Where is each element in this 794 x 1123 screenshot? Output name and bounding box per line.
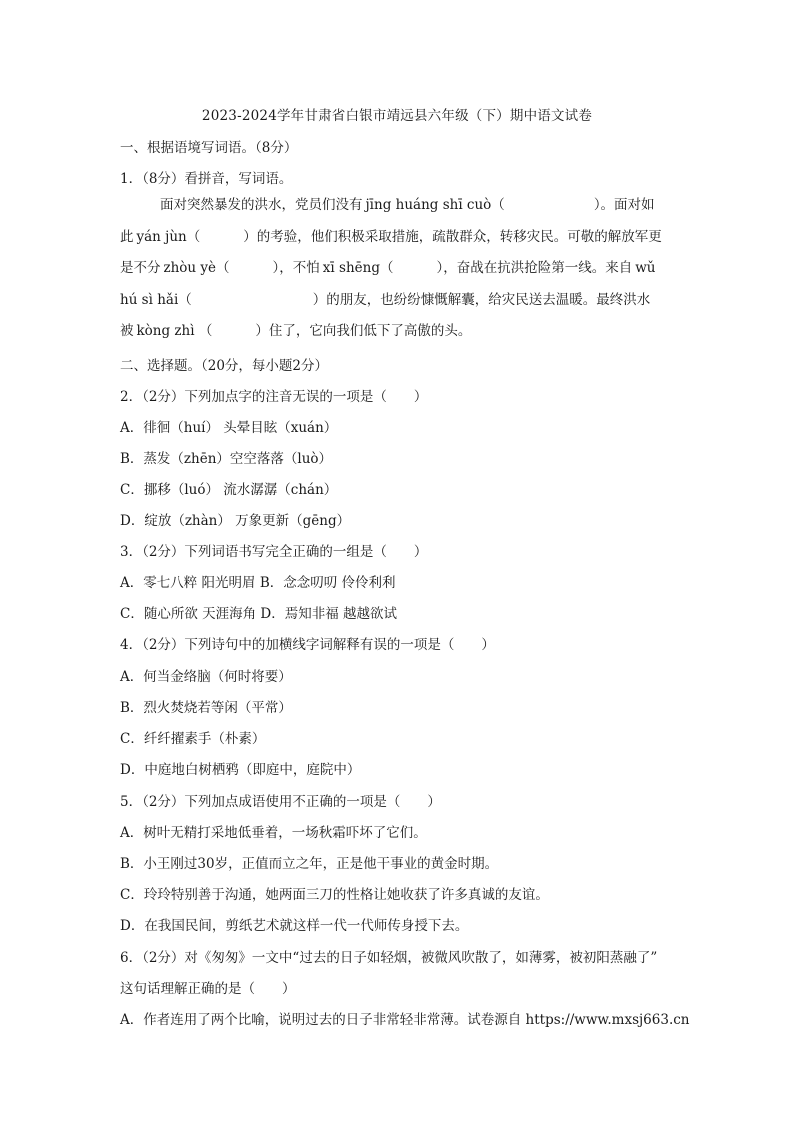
question-2-option-c: C．挪移（luó） 流水潺潺（chán） (120, 482, 338, 498)
question-4-option-d: D．中庭地白树栖鸦（即庭中，庭院中） (120, 762, 361, 778)
question-5-option-b: B．小王刚过30岁，正值而立之年，正是他干事业的黄金时期。 (120, 856, 499, 872)
question-5-option-a: A．树叶无精打采地低垂着，一场秋霜吓坏了它们。 (120, 825, 427, 841)
question-3-options-ab: A．零七八粹 阳光明眉 B．念念叨叨 伶伶利利 (120, 575, 396, 591)
exam-title: 2023-2024学年甘肃省白银市靖远县六年级（下）期中语文试卷 (201, 108, 593, 124)
question-3-options-cd: C．随心所欲 天涯海角 D．焉知非福 越越欲试 (120, 606, 398, 622)
question-1-passage: 面对突然暴发的洪水，党员们没有 jīng huáng shī cuò（ ）。面对如 此 yán jùn（ ）的考验，他们积极采取措施，疏散群众，转移灾民。可敬的解放军更 是不分 zhòu yè（ ），不怕 xī shēng（ ），奋战在抗洪抢险第一线。来自 wǔ hú sì hǎi（ ）的朋友，也纷纷慷慨解囊，给灾民送去温暖。最终洪水 被 kòng zhì （ ）住了，它向我们低下了高傲的头。 (120, 197, 662, 339)
pinyin-3: zhòu yè（ (163, 260, 230, 276)
question-2-option-d: D．绽放（zhàn） 万象更新（gēng） (120, 513, 351, 529)
question-3-stem: 3．（2分）下列词语书写完全正确的一组是（ ） (120, 544, 428, 560)
pinyin-7: kòng zhì （ (136, 323, 213, 339)
question-2-option-a: A．徘徊（huí） 头晕目眩（xuán） (120, 420, 338, 436)
question-5-option-c: C．玲玲特别善于沟通，她两面三刀的性格让她收获了许多真诚的友谊。 (120, 887, 549, 903)
question-6-stem-line-2: 这句话理解正确的是（ ） (120, 981, 296, 997)
question-4-option-c: C．纤纤擢素手（朴素） (120, 731, 266, 747)
question-1-stem: 1．（8分）看拼音，写词语。 (120, 171, 293, 187)
question-6-stem-line-1: 6．（2分）对《匆匆》一文中“过去的日子如轻烟，被微风吹散了，如薄雾，被初阳蒸融了” (120, 950, 658, 966)
question-6-option-a: A．作者连用了两个比喻，说明过去的日子非常轻非常薄。试卷源自 https://www.mxsj663.cn (120, 1012, 690, 1028)
pinyin-6: hú sì hǎi（ (120, 291, 192, 308)
pinyin-2: yán jùn（ (136, 228, 201, 245)
question-5-stem: 5．（2分）下列加点成语使用不正确的一项是（ ） (120, 794, 441, 810)
section-heading-2: 二、选择题。（20分，每小题2分） (120, 358, 329, 374)
pinyin-5: wǔ (635, 260, 656, 276)
question-4-option-b: B．烈火焚烧若等闲（平常） (120, 700, 292, 716)
question-5-option-d: D．在我国民间，剪纸艺术就这样一代一代师传身授下去。 (120, 918, 469, 934)
pinyin-4: xī shēng（ (322, 260, 394, 276)
section-heading-1: 一、根据语境写词语。（8分） (120, 140, 298, 156)
question-2-option-b: B．蒸发（zhēn）空空落落（luò） (120, 451, 333, 467)
question-4-option-a: A．何当金络脑（何时将要） (120, 669, 292, 685)
question-2-stem: 2．（2分）下列加点字的注音无误的一项是（ ） (120, 389, 428, 405)
question-4-stem: 4．（2分）下列诗句中的加横线字词解释有误的一项是（ ） (120, 637, 495, 653)
pinyin-1: jīng huáng shī cuò（ (365, 197, 505, 213)
